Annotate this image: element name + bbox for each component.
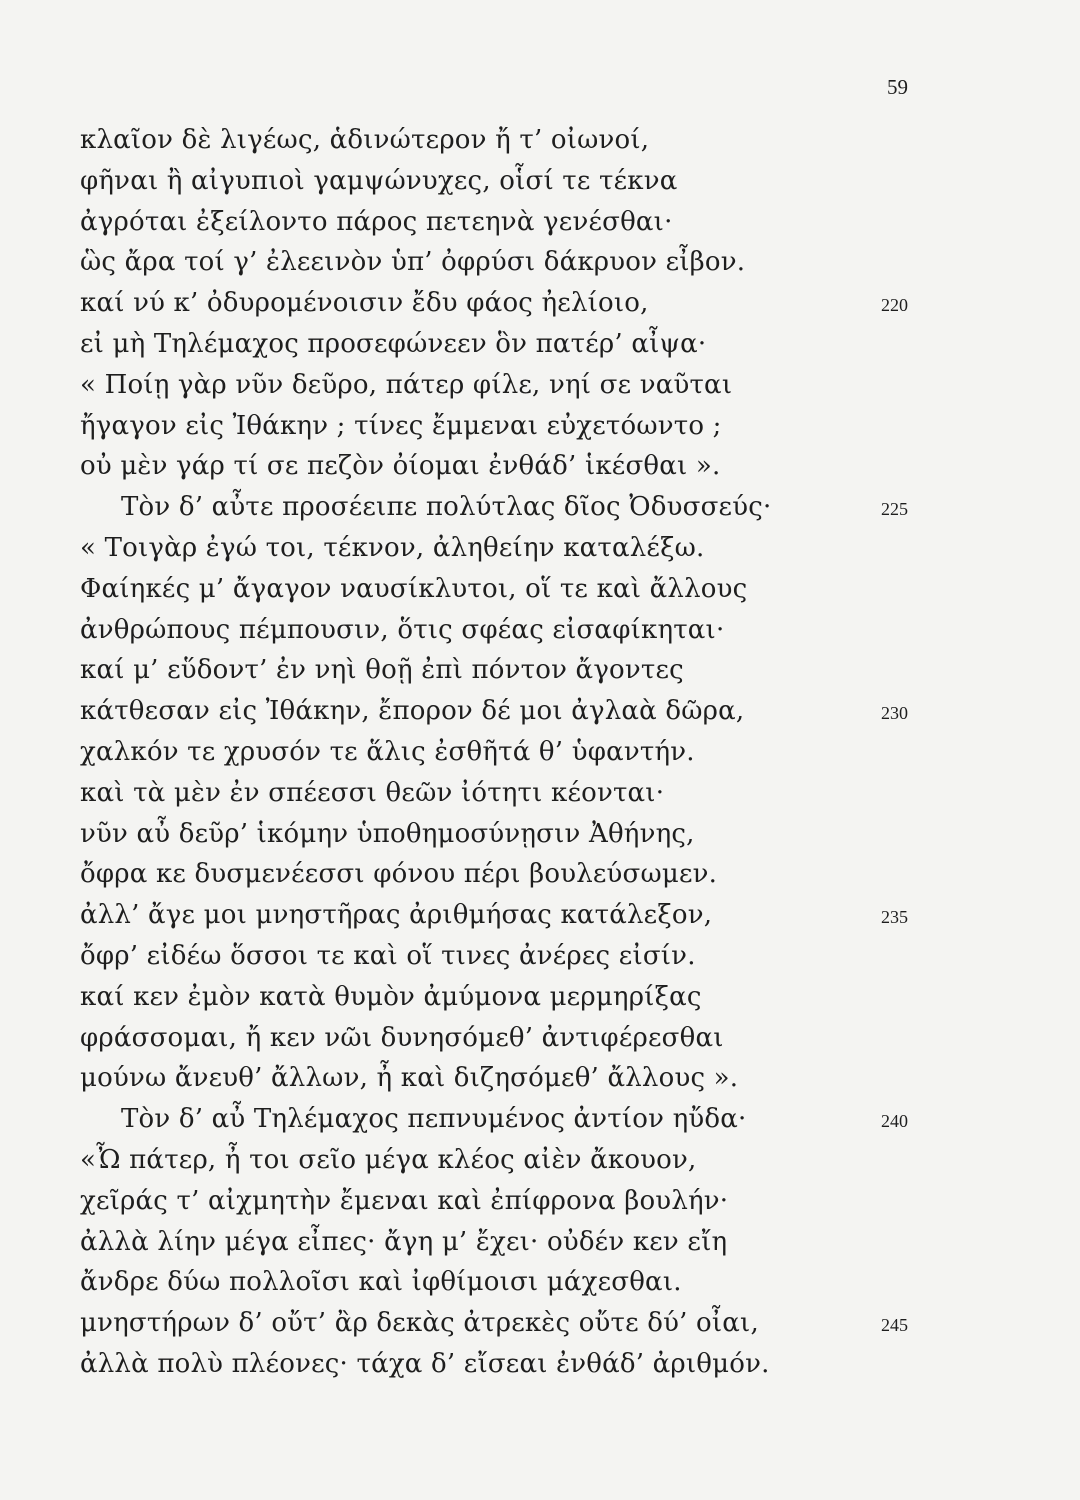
line-number: 220 — [881, 295, 908, 316]
verse-text: καί νύ κ’ ὀδυρομένοισιν ἔδυ φάος ἠελίοιο, — [80, 288, 649, 319]
verse-line — [0, 1222, 1080, 1263]
verse-text: ὄφρα κε δυσμενέεσσι φόνου πέρι βουλεύσωμεν. — [80, 859, 718, 890]
verse-line — [0, 446, 1080, 487]
verse-text: οὐ μὲν γάρ τί σε πεζὸν ὀίομαι ἐνθάδ’ ἱκέσθαι ». — [80, 451, 721, 482]
verse-line — [0, 487, 1080, 528]
verse-line — [0, 773, 1080, 814]
verse-text: ὄφρ’ εἰδέω ὅσσοι τε καὶ οἵ τινες ἀνέρες εἰσίν. — [80, 940, 696, 971]
verse-line — [0, 1262, 1080, 1303]
verse-line — [0, 936, 1080, 977]
verse-line — [0, 120, 1080, 161]
line-number: 245 — [881, 1315, 908, 1336]
verse-text: Φαίηκές μ’ ἄγαγον ναυσίκλυτοι, οἵ τε καὶ ἄλλους — [80, 573, 748, 604]
verse-text: Τὸν δ’ αὖτε προσέειπε πολύτλας δῖος Ὀδυσσεύς· — [121, 492, 772, 523]
verse-line — [0, 242, 1080, 283]
verse-line — [0, 1303, 1080, 1344]
verse-line — [0, 610, 1080, 651]
verse-line — [0, 895, 1080, 936]
verse-line — [0, 283, 1080, 324]
page-number: 59 — [887, 75, 908, 99]
line-number: 230 — [881, 703, 908, 724]
verse-text: κάτθεσαν εἰς Ἰθάκην, ἔπορον δέ μοι ἀγλαὰ δῶρα, — [80, 696, 745, 727]
verse-line — [0, 324, 1080, 365]
verse-text: ἀνθρώπους πέμπουσιν, ὅτις σφέας εἰσαφίκηται· — [80, 614, 725, 645]
verse-line — [0, 814, 1080, 855]
verse-text: μούνω ἄνευθ’ ἄλλων, ἦ καὶ διζησόμεθ’ ἄλλους ». — [80, 1063, 739, 1094]
verse-line — [0, 161, 1080, 202]
verse-line — [0, 1344, 1080, 1385]
verse-line — [0, 1140, 1080, 1181]
verse-text: εἰ μὴ Τηλέμαχος προσεφώνεεν ὃν πατέρ’ αἶψα· — [80, 328, 707, 359]
verse-text: μνηστήρων δ’ οὔτ’ ἂρ δεκὰς ἀτρεκὲς οὔτε δύ’ οἶαι, — [80, 1308, 759, 1339]
verse-text: « Τοιγὰρ ἐγώ τοι, τέκνον, ἀληθείην καταλέξω. — [80, 532, 705, 563]
verse-text: Τὸν δ’ αὖ Τηλέμαχος πεπνυμένος ἀντίον ηὔδα· — [121, 1104, 747, 1135]
verse-text: φράσσομαι, ἤ κεν νῶι δυνησόμεθ’ ἀντιφέρεσθαι — [80, 1022, 724, 1053]
verse-text: νῦν αὖ δεῦρ’ ἱκόμην ὑποθημοσύνῃσιν Ἀθήνης, — [80, 818, 695, 849]
verse-text: ἀλλὰ λίην μέγα εἶπες· ἄγη μ’ ἔχει· οὐδέν κεν εἴη — [80, 1226, 728, 1257]
verse-line — [0, 691, 1080, 732]
verse-line — [0, 650, 1080, 691]
verse-line — [0, 569, 1080, 610]
verse-text: ἤγαγον εἰς Ἰθάκην ; τίνες ἔμμεναι εὐχετόωντο ; — [80, 410, 722, 441]
verse-text: χαλκόν τε χρυσόν τε ἅλις ἐσθῆτά θ’ ὑφαντήν. — [80, 736, 695, 767]
verse-text: κλαῖον δὲ λιγέως, ἁδινώτερον ἤ τ’ οἰωνοί, — [80, 125, 650, 155]
verse-line — [0, 1099, 1080, 1140]
verse-text: ἀγρόται ἐξείλοντο πάρος πετεηνὰ γενέσθαι· — [80, 206, 673, 237]
verse-line — [0, 406, 1080, 447]
verse-line — [0, 732, 1080, 773]
line-number: 240 — [881, 1111, 908, 1132]
verse-text: ἄνδρε δύω πολλοῖσι καὶ ἰφθίμοισι μάχεσθαι. — [80, 1267, 682, 1298]
verse-line — [0, 977, 1080, 1018]
verse-text: καί κεν ἐμὸν κατὰ θυμὸν ἀμύμονα μερμηρίξας — [80, 981, 702, 1012]
verse-line — [0, 365, 1080, 406]
verse-text: ὣς ἄρα τοί γ’ ἐλεεινὸν ὑπ’ ὀφρύσι δάκρυον εἶβον. — [80, 247, 746, 278]
verse-text: καί μ’ εὕδοντ’ ἐν νηὶ θοῇ ἐπὶ πόντον ἄγοντες — [80, 655, 684, 686]
verse-line — [0, 1018, 1080, 1059]
verse-text: « Ποίῃ γὰρ νῦν δεῦρο, πάτερ φίλε, νηί σε ναῦται — [80, 369, 733, 400]
verse-line — [0, 528, 1080, 569]
verse-line — [0, 202, 1080, 243]
verse-line — [0, 1058, 1080, 1099]
verse-block — [0, 120, 1080, 1385]
verse-line — [0, 854, 1080, 895]
line-number: 225 — [881, 499, 908, 520]
verse-text: χεῖράς τ’ αἰχμητὴν ἔμεναι καὶ ἐπίφρονα βουλήν· — [80, 1185, 729, 1216]
verse-text: ἀλλὰ πολὺ πλέονες· τάχα δ’ εἴσεαι ἐνθάδ’ ἀριθμόν. — [80, 1348, 770, 1379]
line-number: 235 — [881, 907, 908, 928]
verse-text: καὶ τὰ μὲν ἐν σπέεσσι θεῶν ἰότητι κέονται· — [80, 777, 665, 808]
verse-line — [0, 1181, 1080, 1222]
verse-text: φῆναι ἢ αἰγυπιοὶ γαμψώνυχες, οἷσί τε τέκνα — [80, 165, 678, 196]
verse-text: «Ὦ πάτερ, ἦ τοι σεῖο μέγα κλέος αἰὲν ἄκουον, — [80, 1144, 697, 1175]
verse-text: ἀλλ’ ἄγε μοι μνηστῆρας ἀριθμήσας κατάλεξον, — [80, 900, 713, 931]
